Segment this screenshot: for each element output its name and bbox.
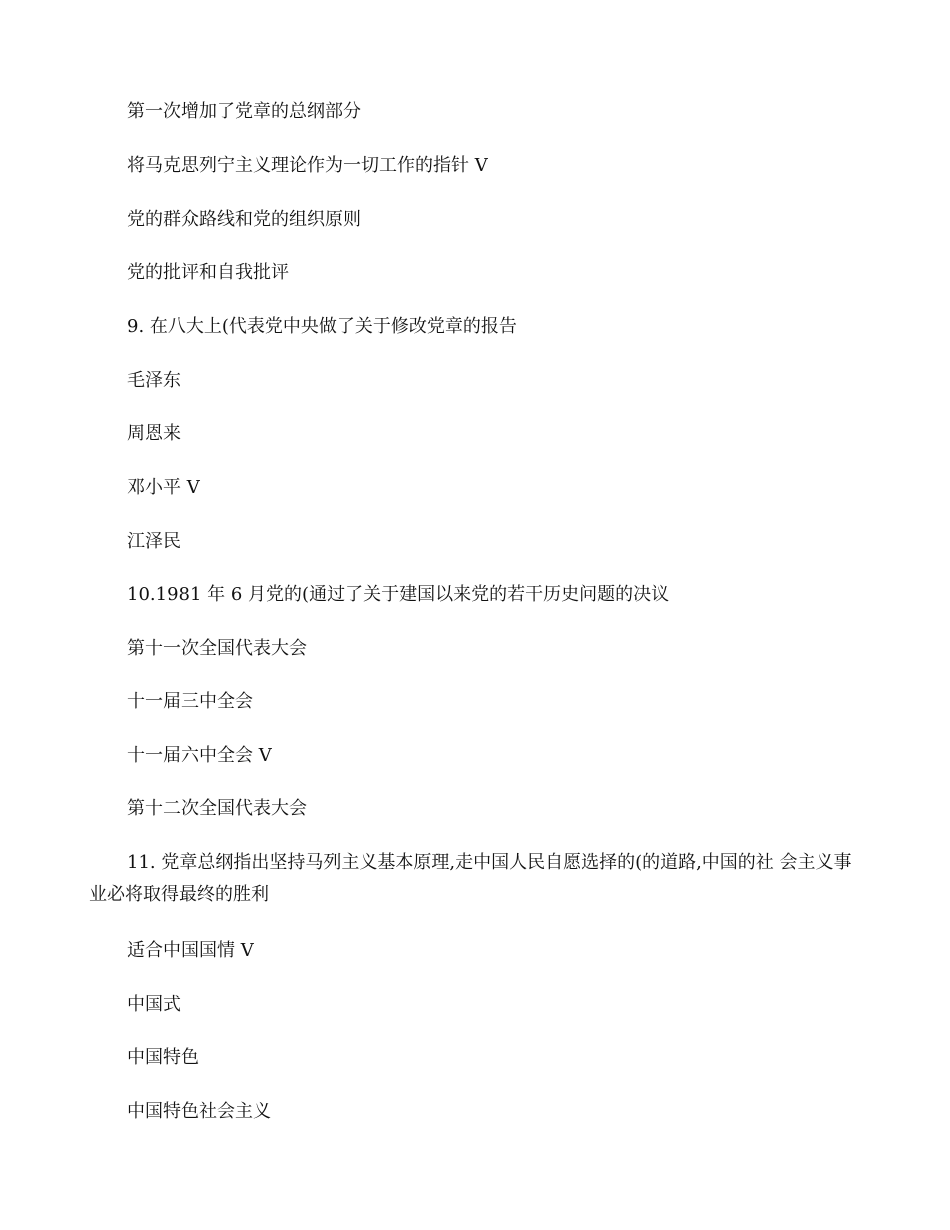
option-line: 中国式 <box>127 994 181 1015</box>
option-line: 周恩来 <box>127 423 181 444</box>
option-line: 毛泽东 <box>127 370 181 391</box>
question-10: 10.1981 年 6 月党的(通过了关于建国以来党的若干历史问题的决议 <box>127 584 670 605</box>
option-line: 第一次增加了党章的总纲部分 <box>127 101 361 122</box>
option-line: 第十二次全国代表大会 <box>127 798 307 819</box>
option-line: 中国特色 <box>127 1047 199 1068</box>
option-line: 邓小平 V <box>127 477 200 498</box>
option-line: 第十一次全国代表大会 <box>127 638 307 659</box>
option-line: 十一届六中全会 V <box>127 745 272 766</box>
option-line: 十一届三中全会 <box>127 691 253 712</box>
option-line: 党的批评和自我批评 <box>127 262 289 283</box>
option-line: 将马克思列宁主义理论作为一切工作的指针 V <box>127 155 488 176</box>
option-line: 中国特色社会主义 <box>127 1101 271 1122</box>
option-line: 适合中国国情 V <box>127 940 254 961</box>
question-9: 9. 在八大上(代表党中央做了关于修改党章的报告 <box>127 316 517 337</box>
question-11: 11. 党章总纲指出坚持马列主义基本原理,走中国人民自愿选择的(的道路,中国的社 会主义事业必将取得最终的胜利 <box>89 852 852 905</box>
option-line: 党的群众路线和党的组织原则 <box>127 209 361 230</box>
option-line: 江泽民 <box>127 531 181 552</box>
